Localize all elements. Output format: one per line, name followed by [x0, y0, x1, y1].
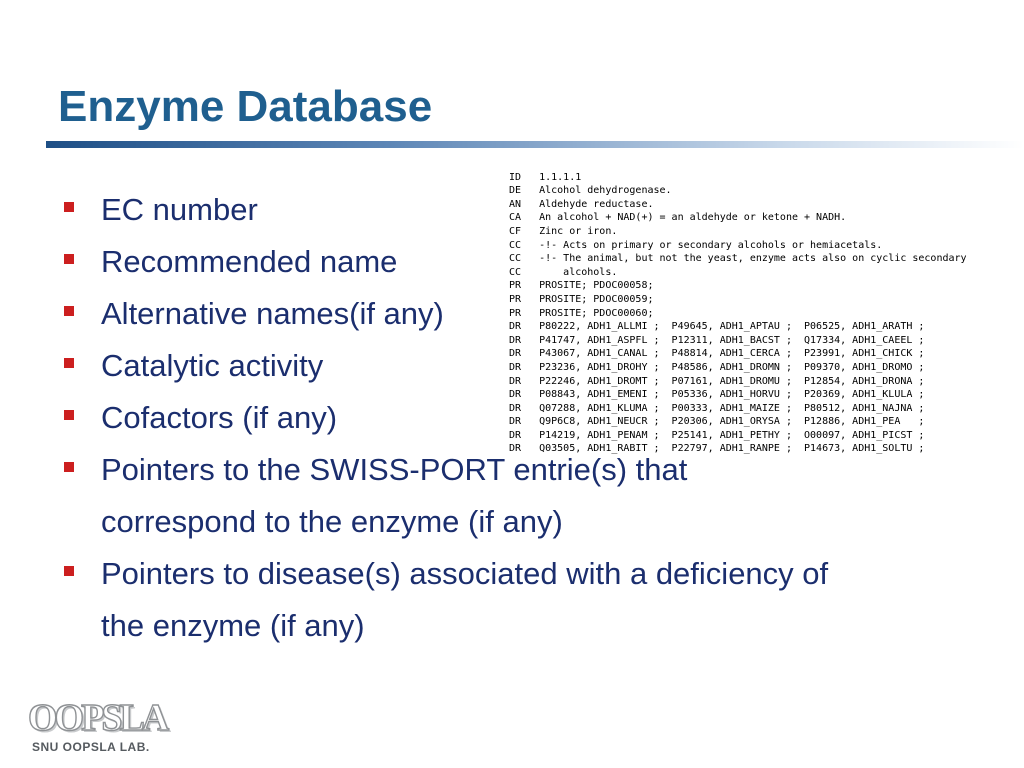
record-line: PR PROSITE; PDOC00059; [509, 293, 654, 305]
slide-title: Enzyme Database [58, 82, 433, 131]
bullet-text: Recommended name [101, 244, 398, 279]
record-line: DR P22246, ADH1_DROMT ; P07161, ADH1_DROMU ; P12854, ADH1_DRONA ; [509, 375, 925, 387]
square-bullet-icon [64, 358, 74, 368]
bullet-text-line-1: Pointers to the SWISS-PORT entrie(s) that [101, 452, 688, 487]
bullet-text: EC number [101, 192, 258, 227]
record-line: CC -!- Acts on primary or secondary alcohols or hemiacetals. [509, 239, 883, 251]
record-line: DR Q9P6C8, ADH1_NEUCR ; P20306, ADH1_ORYSA ; P12886, ADH1_PEA ; [509, 416, 925, 428]
record-line: ID 1.1.1.1 [509, 171, 582, 183]
record-line: CA An alcohol + NAD(+) = an aldehyde or ketone + NADH. [509, 212, 847, 224]
record-line: DR P41747, ADH1_ASPFL ; P12311, ADH1_BACST ; Q17334, ADH1_CAEEL ; [509, 334, 925, 346]
bullet-item [64, 548, 964, 652]
logo-caption: SNU OOPSLA LAB. [32, 740, 150, 754]
record-line: DR P14219, ADH1_PENAM ; P25141, ADH1_PETHY ; O00097, ADH1_PICST ; [509, 429, 925, 441]
record-line: PR PROSITE; PDOC00060; [509, 307, 654, 319]
oopsla-lab-logo [28, 698, 166, 754]
square-bullet-icon [64, 202, 74, 212]
bullet-text: Cofactors (if any) [101, 400, 338, 435]
bullet-text-line-2: correspond to the enzyme (if any) [101, 504, 563, 539]
square-bullet-icon [64, 566, 74, 576]
bullet-text: Catalytic activity [101, 348, 324, 383]
bullet-text: Alternative names(if any) [101, 296, 444, 331]
record-line: AN Aldehyde reductase. [509, 198, 654, 210]
record-line: DR P08843, ADH1_EMENI ; P05336, ADH1_HORVU ; P20369, ADH1_KLULA ; [509, 389, 925, 401]
square-bullet-icon [64, 410, 74, 420]
record-line: PR PROSITE; PDOC00058; [509, 280, 654, 292]
title-underline [46, 141, 1024, 148]
enzyme-record-listing [509, 157, 967, 470]
record-line: CC -!- The animal, but not the yeast, enzyme acts also on cyclic secondary [509, 253, 967, 265]
record-line: DR P43067, ADH1_CANAL ; P48814, ADH1_CERCA ; P23991, ADH1_CHICK ; [509, 348, 925, 360]
record-line: CF Zinc or iron. [509, 225, 618, 237]
square-bullet-icon [64, 254, 74, 264]
square-bullet-icon [64, 306, 74, 316]
bullet-text-line-2: the enzyme (if any) [101, 608, 365, 643]
record-line: DR P23236, ADH1_DROHY ; P48586, ADH1_DROMN ; P09370, ADH1_DROMO ; [509, 361, 925, 373]
bullet-text-line-1: Pointers to disease(s) associated with a deficiency of [101, 556, 829, 591]
record-line: DE Alcohol dehydrogenase. [509, 185, 672, 197]
logo-wordmark: OOPSLA [28, 697, 167, 739]
square-bullet-icon [64, 462, 74, 472]
record-line: DR P80222, ADH1_ALLMI ; P49645, ADH1_APTAU ; P06525, ADH1_ARATH ; [509, 321, 925, 333]
record-line: DR Q03505, ADH1_RABIT ; P22797, ADH1_RANPE ; P14673, ADH1_SOLTU ; [509, 443, 925, 455]
record-line: CC alcohols. [509, 266, 618, 278]
record-line: DR Q07288, ADH1_KLUMA ; P00333, ADH1_MAIZE ; P80512, ADH1_NAJNA ; [509, 402, 925, 414]
